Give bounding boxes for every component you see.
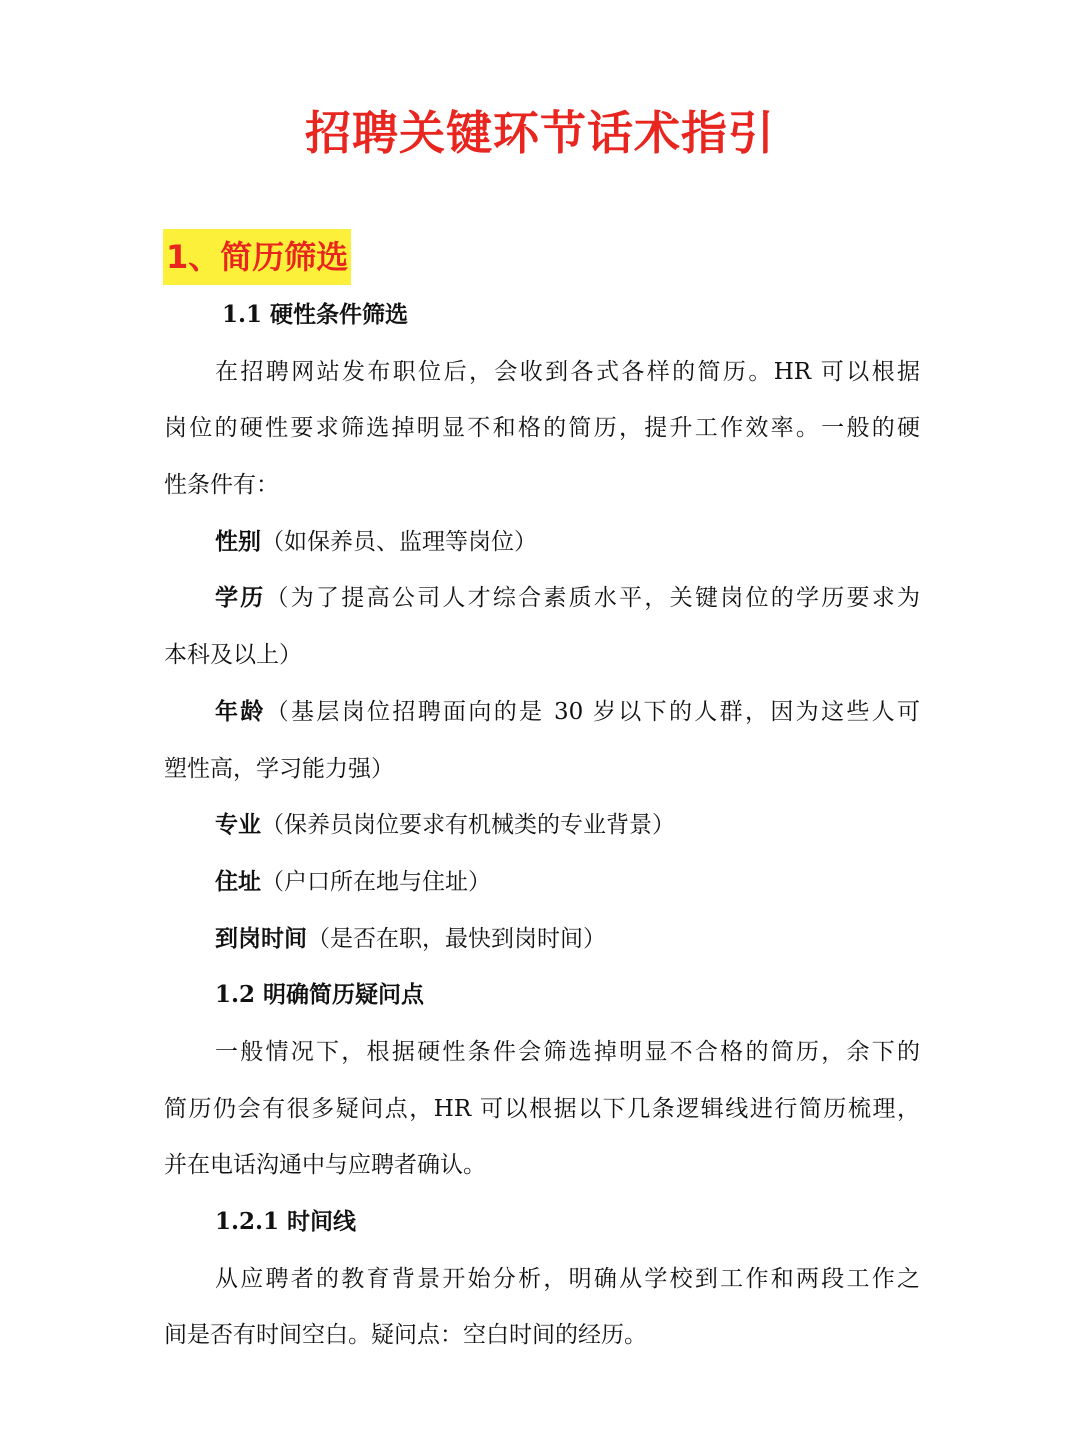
document-body xyxy=(164,287,920,1364)
condition-desc: （基层岗位招聘面向的是 30 岁以下的人群，因为这些人可 xyxy=(265,698,921,725)
condition-item-education xyxy=(164,570,920,627)
paragraph-line: 一般情况下，根据硬性条件会筛选掉明显不合格的简历，余下的 xyxy=(215,1038,920,1065)
condition-desc-continued: 本科及以上） xyxy=(164,642,302,669)
subheading-hard-conditions: 1.1 硬性条件筛选 xyxy=(222,301,409,328)
condition-desc: （如保养员、监理等岗位） xyxy=(261,528,537,555)
paragraph-line: 简历仍会有很多疑问点，HR 可以根据以下几条逻辑线进行简历梳理， xyxy=(164,1095,920,1122)
condition-desc: （是否在职，最快到岗时间） xyxy=(307,925,606,952)
condition-term: 年龄 xyxy=(215,697,266,725)
paragraph-line: 岗位的硬性要求筛选掉明显不和格的简历，提升工作效率。一般的硬 xyxy=(164,415,920,442)
condition-term: 专业 xyxy=(215,811,261,839)
condition-desc: （户口所在地与住址） xyxy=(261,868,491,895)
subheading-timeline: 1.2.1 时间线 xyxy=(215,1208,357,1235)
condition-desc-continued: 塑性高，学习能力强） xyxy=(164,755,394,782)
condition-term: 住址 xyxy=(215,867,261,895)
paragraph-line: 间是否有时间空白。疑问点：空白时间的经历。 xyxy=(164,1322,647,1349)
section-heading-resume-screening: 1、简历筛选 xyxy=(163,229,351,285)
condition-item-age xyxy=(164,684,920,741)
paragraph-line: 在招聘网站发布职位后，会收到各式各样的简历。HR 可以根据 xyxy=(215,358,920,385)
condition-item-gender xyxy=(164,514,920,571)
condition-desc: （保养员岗位要求有机械类的专业背景） xyxy=(261,812,675,839)
document-title: 招聘关键环节话术指引 xyxy=(305,106,775,160)
condition-item-arrival-time xyxy=(164,911,920,968)
paragraph-line: 性条件有： xyxy=(164,472,279,499)
condition-term: 性别 xyxy=(215,527,261,555)
paragraph-line: 并在电话沟通中与应聘者确认。 xyxy=(164,1152,486,1179)
condition-item-major xyxy=(164,797,920,854)
subheading-resume-questions: 1.2 明确简历疑问点 xyxy=(215,981,425,1009)
condition-term: 学历 xyxy=(215,584,266,612)
paragraph-line: 从应聘者的教育背景开始分析，明确从学校到工作和两段工作之 xyxy=(215,1265,920,1292)
condition-desc: （为了提高公司人才综合素质水平，关键岗位的学历要求为 xyxy=(265,585,921,612)
condition-item-address xyxy=(164,854,920,911)
condition-term: 到岗时间 xyxy=(215,924,307,952)
